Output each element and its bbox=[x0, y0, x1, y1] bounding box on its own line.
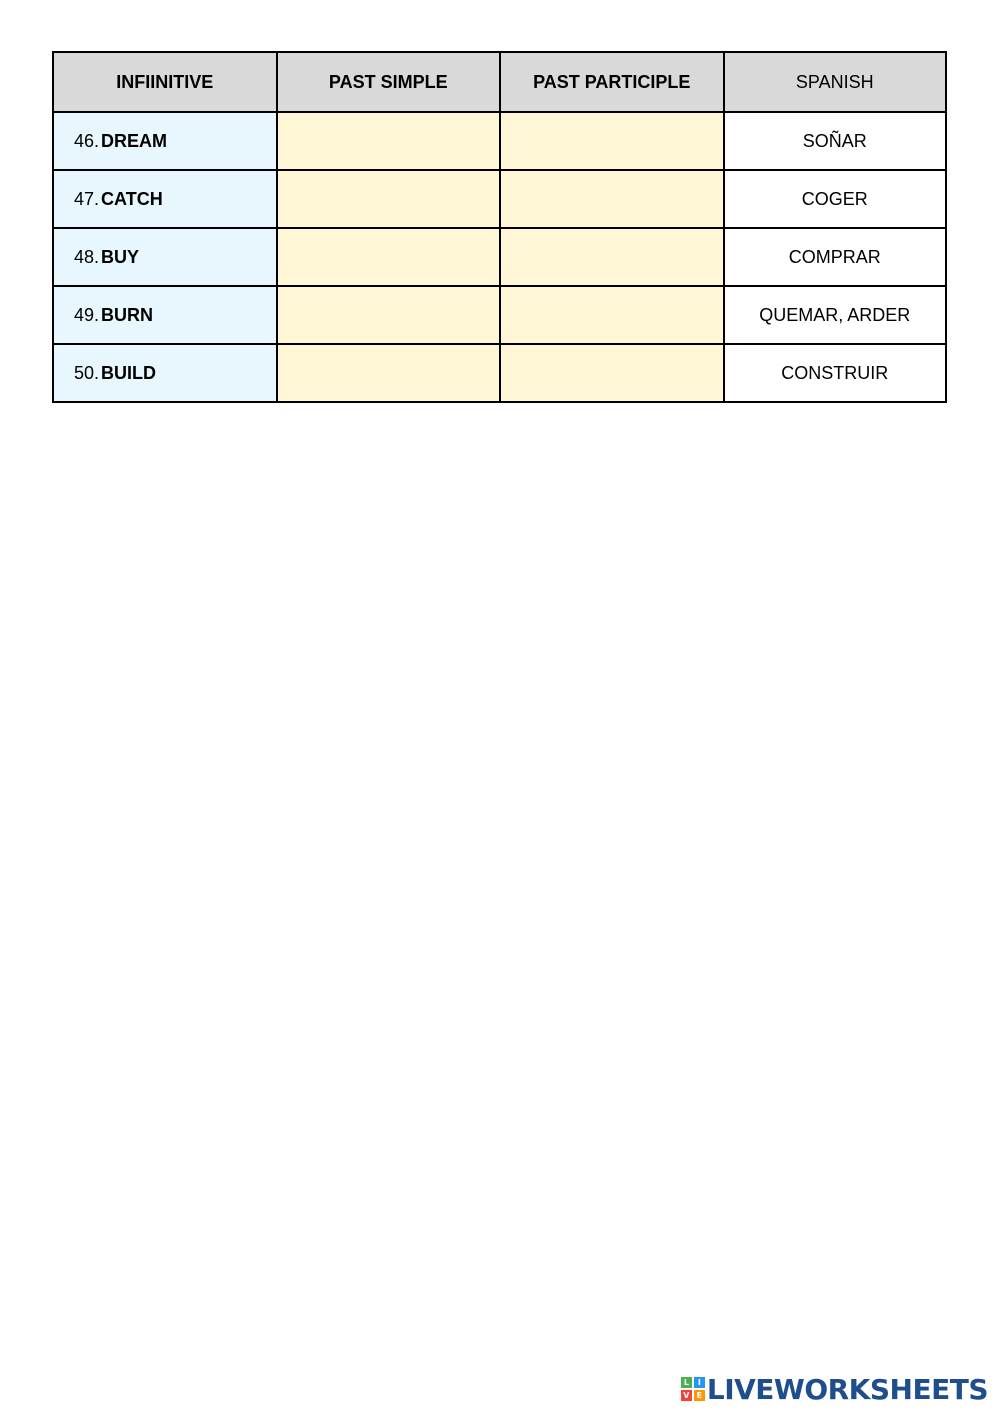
header-row bbox=[53, 52, 946, 112]
past-simple-answer-field[interactable] bbox=[277, 170, 501, 228]
past-simple-answer-field[interactable] bbox=[277, 344, 501, 402]
infinitive-verb: DREAM bbox=[101, 130, 168, 151]
table-row bbox=[53, 170, 946, 228]
header-past-participle: PAST PARTICIPLE bbox=[500, 52, 724, 112]
liveworksheets-logo bbox=[681, 1374, 988, 1404]
infinitive-cell bbox=[53, 286, 277, 344]
past-participle-answer-field[interactable] bbox=[500, 286, 724, 344]
infinitive-cell bbox=[53, 228, 277, 286]
past-simple-answer-field[interactable] bbox=[277, 286, 501, 344]
table-row bbox=[53, 286, 946, 344]
spanish-translation: CONSTRUIR bbox=[724, 344, 947, 402]
infinitive-cell bbox=[53, 344, 277, 402]
header-spanish: SPANISH bbox=[724, 52, 947, 112]
row-number: 49. bbox=[74, 304, 100, 325]
past-participle-answer-field[interactable] bbox=[500, 228, 724, 286]
past-participle-answer-field[interactable] bbox=[500, 112, 724, 170]
row-number: 46. bbox=[74, 130, 100, 151]
table-row bbox=[53, 344, 946, 402]
spanish-translation: SOÑAR bbox=[724, 112, 947, 170]
row-number: 50. bbox=[74, 362, 100, 383]
infinitive-cell bbox=[53, 112, 277, 170]
table-row bbox=[53, 112, 946, 170]
table-row bbox=[53, 228, 946, 286]
spanish-translation: COGER bbox=[724, 170, 947, 228]
past-simple-answer-field[interactable] bbox=[277, 112, 501, 170]
infinitive-cell bbox=[53, 170, 277, 228]
past-participle-answer-field[interactable] bbox=[500, 344, 724, 402]
past-participle-answer-field[interactable] bbox=[500, 170, 724, 228]
spanish-translation: QUEMAR, ARDER bbox=[724, 286, 947, 344]
header-infinitive: INFIINITIVE bbox=[53, 52, 277, 112]
infinitive-verb: BUY bbox=[101, 246, 140, 267]
live-cube-icon: L I V E bbox=[681, 1377, 705, 1401]
infinitive-verb: BUILD bbox=[101, 362, 157, 383]
spanish-translation: COMPRAR bbox=[724, 228, 947, 286]
past-simple-answer-field[interactable] bbox=[277, 228, 501, 286]
row-number: 48. bbox=[74, 246, 100, 267]
row-number: 47. bbox=[74, 188, 100, 209]
logo-text: LIVEWORKSHEETS bbox=[706, 1372, 988, 1406]
verb-table bbox=[52, 51, 947, 403]
infinitive-verb: BURN bbox=[101, 304, 154, 325]
infinitive-verb: CATCH bbox=[101, 188, 163, 209]
header-past-simple: PAST SIMPLE bbox=[277, 52, 501, 112]
